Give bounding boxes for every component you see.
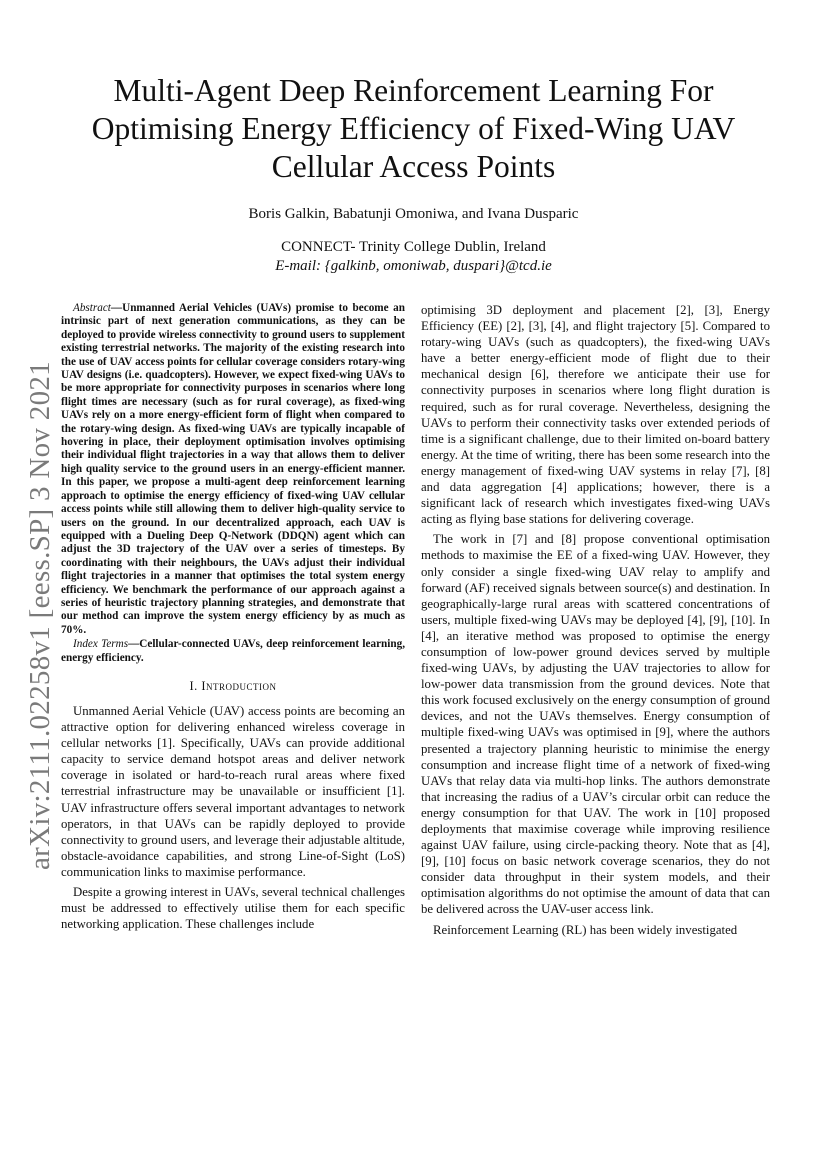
arxiv-identifier-stamp bbox=[20, 360, 60, 870]
intro-paragraph-1: Unmanned Aerial Vehicle (UAV) access points are becoming an attractive option for delivering enhanced wireless coverage in cellular networks [1]. Specifically, UAVs can provide additional capacity to service demand hotspot areas and deliver network coverage in isolated or hard-to-reach rural areas where fixed terrestrial infrastructure may be unavailable or insufficient [1]. UAV infrastructure offers several important advantages to network operators, in that UAVs can be rapidly deployed to provide connectivity to ground users, and leverage their adjustable altitude, obstacle-avoidance capabilities, and strong Line-of-Sight (LoS) communication links to maximise performance. bbox=[61, 703, 405, 879]
author-email: E-mail: {galkinb, omoniwab, duspari}@tcd.ie bbox=[275, 258, 552, 274]
abstract bbox=[61, 302, 405, 637]
section-heading-introduction bbox=[61, 679, 405, 694]
index-terms-label: Index Terms bbox=[73, 638, 129, 651]
arxiv-identifier-text: arXiv:2111.02258v1 [eess.SP] 3 Nov 2021 bbox=[23, 360, 56, 870]
section-title: Introduction bbox=[201, 678, 277, 693]
affiliation-block bbox=[60, 238, 767, 276]
paper-title: Multi-Agent Deep Reinforcement Learning For Optimising Energy Efficiency of Fixed-Wing UAV Cellular Access Points bbox=[91, 73, 736, 184]
abstract-text: —Unmanned Aerial Vehicles (UAVs) promise to become an intrinsic part of next generation communications, as they can be deployed to provide wireless connectivity to ground users to supplement existing terrestrial networks. The majority of the existing research into the use of UAV access points for cellular coverage considers rotary-wing UAV designs (i.e. quadcopters). However, we expect fixed-wing UAVs to be more appropriate for connectivity purposes in scenarios where long flight times are necessary (such as for rural coverage), as fixed-wing UAVs rely on a more energy-efficient form of flight when compared to the rotary-wing design. As fixed-wing UAVs are typically incapable of hovering in place, their deployment optimisation involves optimising their individual flight trajectories in a way that allows them to deliver high quality service to the ground users in an energy-efficient manner. In this paper, we propose a multi-agent deep reinforcement learning approach to optimise the energy efficiency of fixed-wing UAV cellular access points while still allowing them to deliver high-quality service to users on the ground. In our decentralized approach, each UAV is equipped with a Dueling Deep Q-Network (DDQN) agent which can adjust the 3D trajectory of the UAV over a series of timesteps. By coordinating with their neighbours, the UAVs adjust their individual flight trajectories in a manner that optimises the total system energy efficiency. We benchmark the performance of our approach against a series of heuristic trajectory planning strategies, and demonstrate that our method can improve the system energy efficiency by as much as 70%. bbox=[61, 302, 405, 636]
index-terms bbox=[61, 638, 405, 665]
affiliation: CONNECT- Trinity College Dublin, Ireland bbox=[281, 239, 546, 255]
intro-paragraph-2-continued: optimising 3D deployment and placement [2], [3], Energy Efficiency (EE) [2], [3], [4], and flight trajectory [5]. Compared to rotary-wing UAVs (such as quadcopters), the fixed-wing UAVs have a better energy-efficient mode of flight due to their mechanical design [6], therefore we anticipate their use for connectivity purposes in scenarios where long flight duration is required, such as for rural coverage. Nevertheless, designing the UAVs to perform their connectivity tasks over extended periods of time is a significant challenge, due to their limited on-board battery energy. At the time of writing, there has been some research into the energy management of fixed-wing UAV systems in relay [7], [8] and data aggregation [4] applications; however, there is a significant lack of research which investigates fixed-wing UAVs acting as flying base stations for delivering coverage. bbox=[421, 303, 770, 527]
right-column bbox=[421, 302, 770, 1022]
index-terms-text: —Cellular-connected UAVs, deep reinforcement learning, energy efficiency. bbox=[61, 638, 405, 664]
intro-paragraph-3: The work in [7] and [8] propose conventional optimisation methods to maximise the EE of a fixed-wing UAV. However, they only consider a single fixed-wing UAV relay to amplify and forward (AF) received signals between source(s) and destination. In geographically-large rural areas with scattered concentrations of users, multiple fixed-wing UAVs may be deployed [4], [9], [10]. In [4], an iterative method was proposed to optimise the energy consumption of low-power ground devices served by multiple fixed-wing UAVs, by adjusting the UAV trajectories to allow for low-power data transmission from the ground devices. Note that this work focused exclusively on the energy consumption of ground devices, and not the UAVs themselves. Energy consumption of multiple fixed-wing UAVs was optimised in [9], where the authors presented a trajectory planning heuristic to minimise the energy consumption and increase flight time of a network of fixed-wing UAVs that relay data via multi-hop links. The authors demonstrate that increasing the radius of a UAV’s circular orbit can reduce the energy consumption for that UAV. The work in [10] proposed deployments that maximise coverage while improving resilience against UAV failure, using circle-packing theory. Note that as [4], [9], [10] focus on basic network coverage scenarios, they do not consider data throughput in their system models, and their optimisation algorithms do not optimise the amount of data that can be delivered across the UAV-user access link. bbox=[421, 532, 770, 917]
abstract-label: Abstract bbox=[73, 302, 111, 314]
section-number: I. bbox=[189, 678, 198, 693]
intro-paragraph-4: Reinforcement Learning (RL) has been widely investigated bbox=[433, 922, 738, 937]
author-list: Boris Galkin, Babatunji Omoniwa, and Ivana Dusparic bbox=[248, 206, 579, 222]
left-column bbox=[61, 302, 405, 1022]
intro-paragraph-2: Despite a growing interest in UAVs, several technical challenges must be addressed to effectively utilise them for each specific networking application. These challenges include bbox=[61, 885, 405, 932]
